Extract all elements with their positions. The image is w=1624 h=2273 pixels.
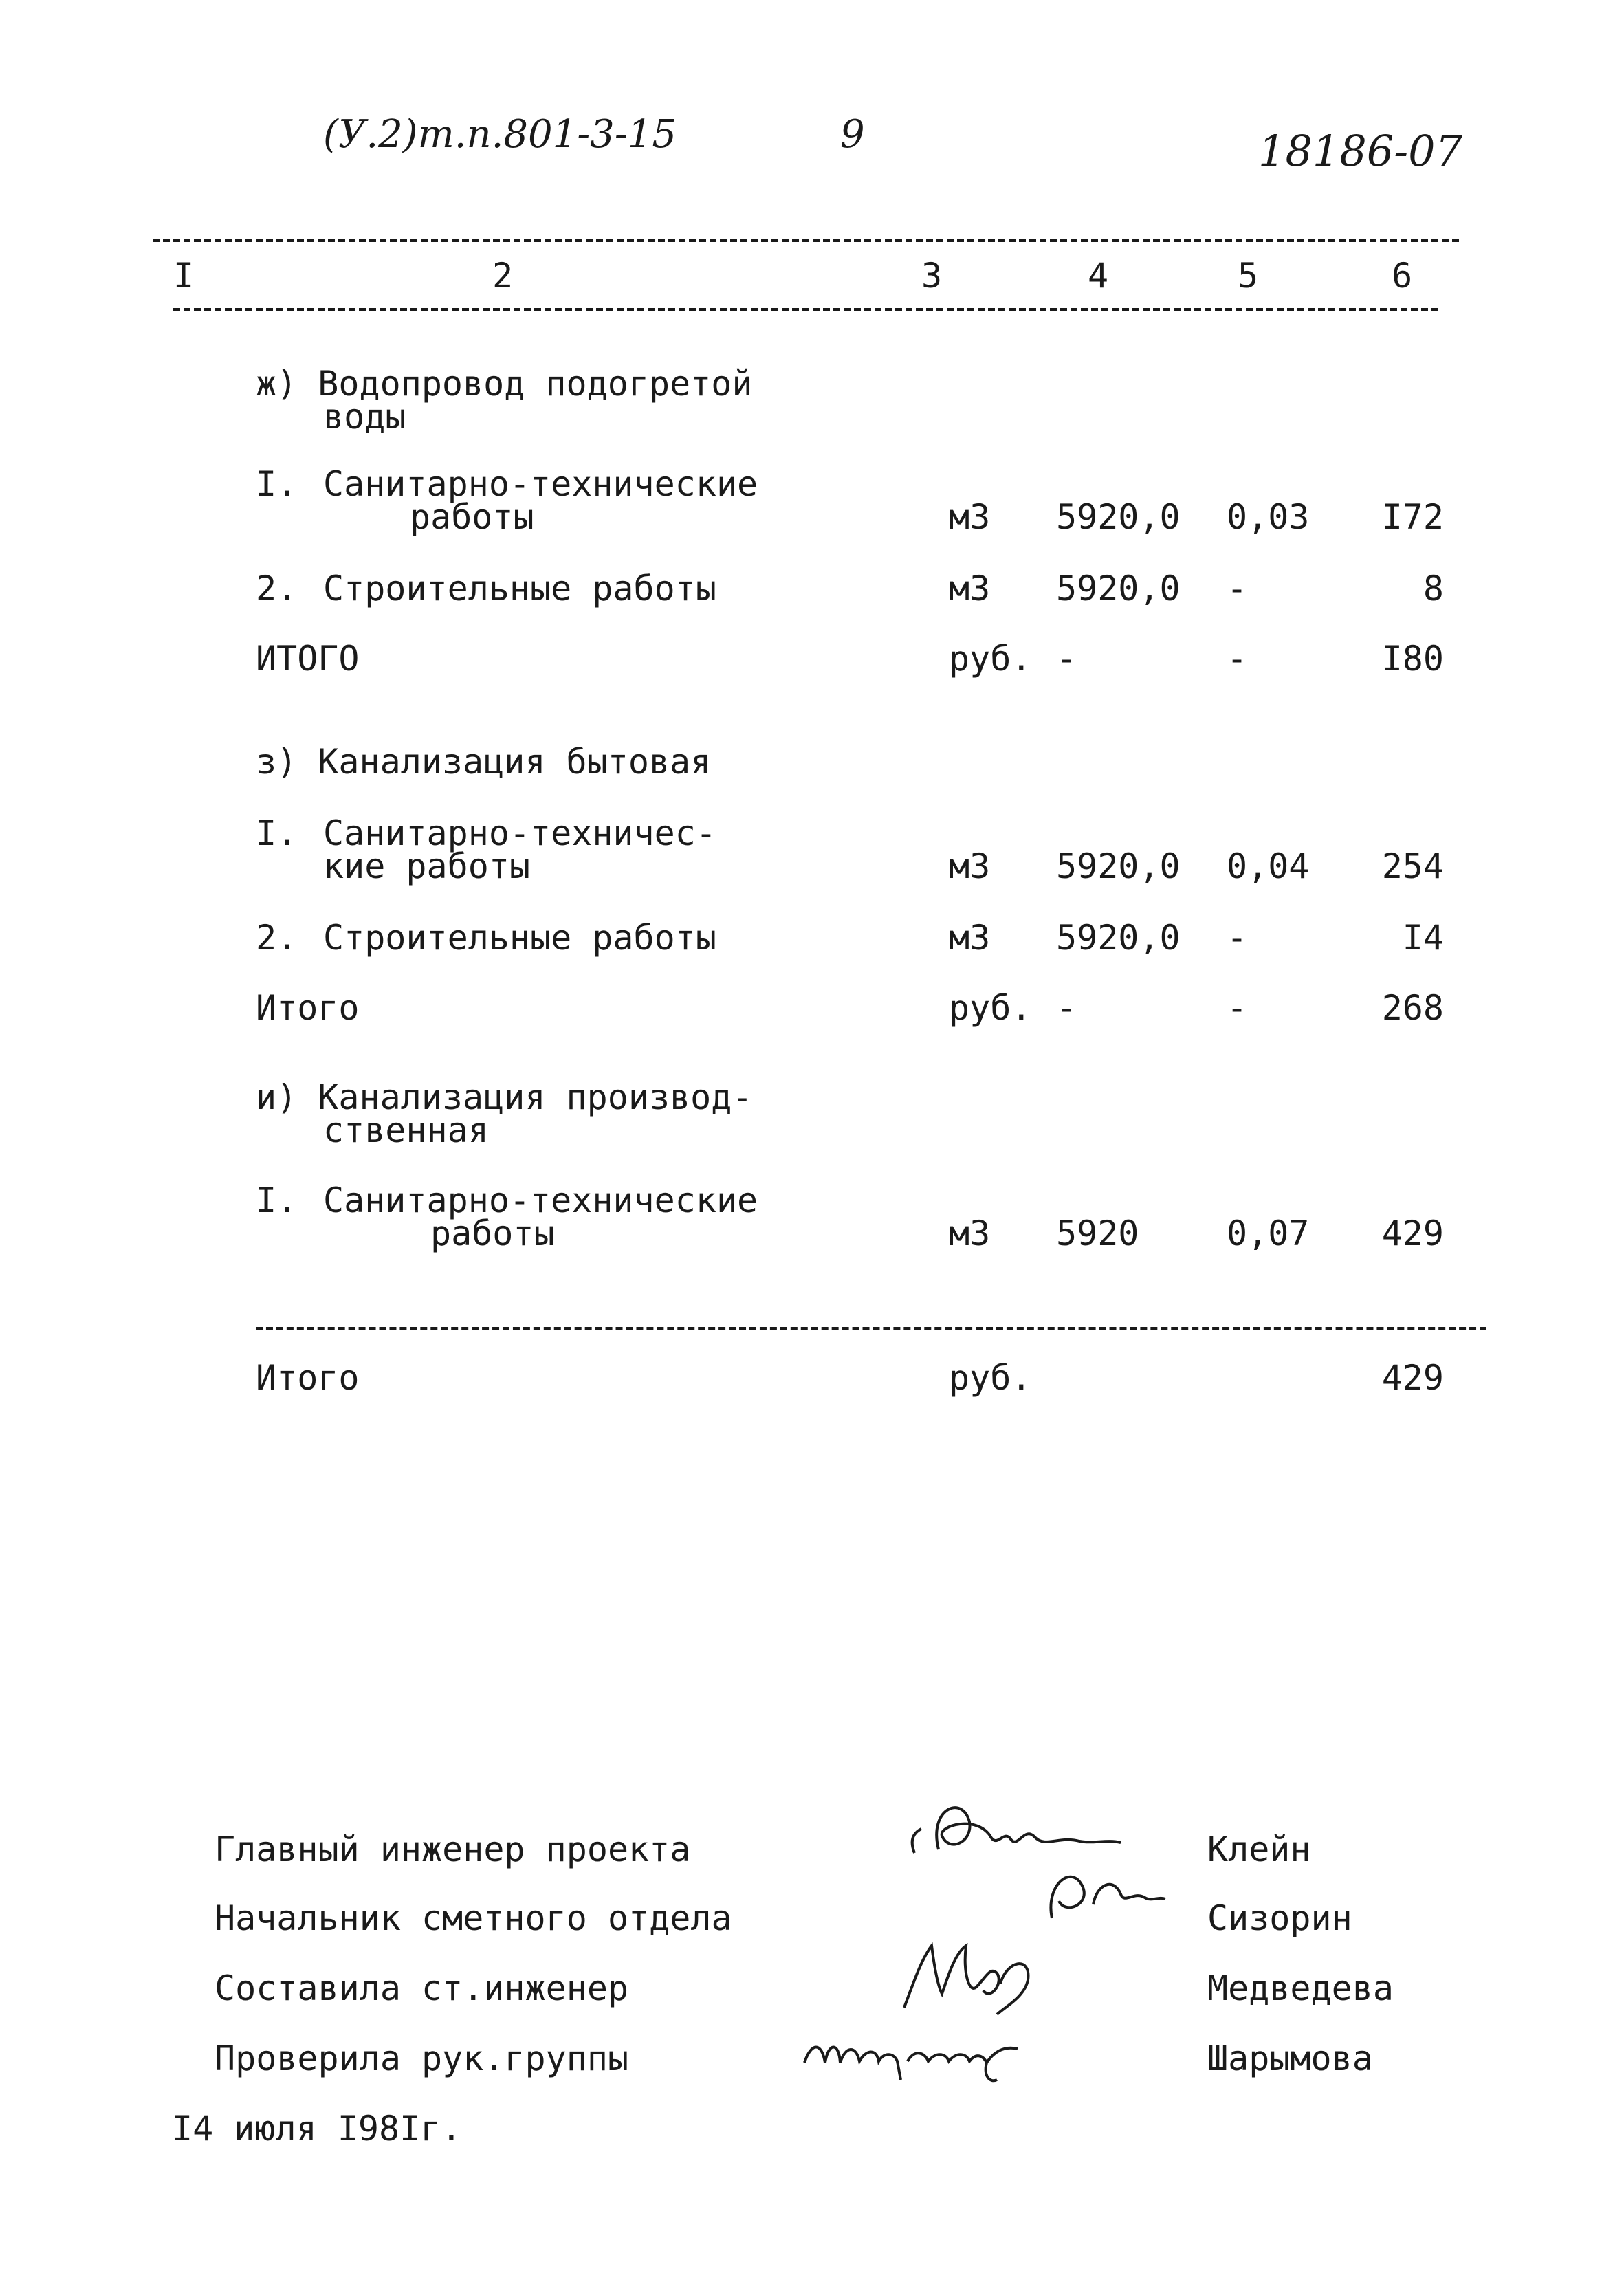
row-rate: - xyxy=(1227,569,1248,608)
total-sum: 268 xyxy=(1381,988,1444,1028)
row-unit: м3 xyxy=(949,569,991,608)
total-quantity: - xyxy=(1056,988,1077,1028)
row-sum: I4 xyxy=(1402,918,1444,958)
column-header-2: 2 xyxy=(492,256,514,296)
signature-name: Медведева xyxy=(1207,1968,1394,2008)
column-header-4: 4 xyxy=(1088,256,1109,296)
column-header-5: 5 xyxy=(1238,256,1259,296)
column-header-6: 6 xyxy=(1392,256,1413,296)
total-sum: 429 xyxy=(1381,1358,1444,1398)
total-unit: руб. xyxy=(949,639,1032,679)
archive-number: 18186-07 xyxy=(1258,126,1463,176)
row-name-cont: работы xyxy=(430,1214,555,1253)
total-rate: - xyxy=(1227,988,1248,1028)
total-quantity: - xyxy=(1056,639,1077,679)
row-number: 2. xyxy=(256,569,298,608)
row-sum: I72 xyxy=(1381,497,1444,537)
table-header-rule xyxy=(173,308,1438,311)
total-sum: I80 xyxy=(1381,639,1444,679)
column-header-3: 3 xyxy=(921,256,943,296)
column-header-1: I xyxy=(173,256,195,296)
section-title-cont: воды xyxy=(323,397,406,437)
row-rate: 0,07 xyxy=(1227,1214,1310,1253)
row-quantity: 5920,0 xyxy=(1056,918,1181,958)
section-title: и) Канализация производ- xyxy=(256,1077,753,1117)
row-unit: м3 xyxy=(949,918,991,958)
row-name: Строительные работы xyxy=(323,569,716,608)
table-top-rule xyxy=(153,239,1459,242)
total-label: Итого xyxy=(256,1358,360,1398)
row-name: Санитарно-технические xyxy=(323,1181,758,1220)
row-name: Строительные работы xyxy=(323,918,716,958)
row-quantity: 5920,0 xyxy=(1056,846,1181,886)
row-quantity: 5920,0 xyxy=(1056,497,1181,537)
signature-role: Проверила рук.группы xyxy=(215,2039,629,2078)
signature-role: Составила ст.инженер xyxy=(215,1968,629,2008)
row-name-cont: работы xyxy=(410,497,534,537)
total-rule xyxy=(256,1327,1486,1330)
signature-role: Начальник сметного отдела xyxy=(215,1898,732,1938)
row-quantity: 5920,0 xyxy=(1056,569,1181,608)
row-rate: 0,03 xyxy=(1227,497,1310,537)
page-number: 9 xyxy=(840,112,865,157)
section-title: з) Канализация бытовая xyxy=(256,742,712,782)
signature-name: Шарымова xyxy=(1207,2039,1373,2078)
total-label: Итого xyxy=(256,988,360,1028)
row-name: Санитарно-технические xyxy=(323,464,758,504)
total-label: ИТОГО xyxy=(256,639,360,679)
signature-name: Сизорин xyxy=(1207,1898,1352,1938)
signature-role: Главный инженер проекта xyxy=(215,1830,691,1869)
row-sum: 429 xyxy=(1381,1214,1444,1253)
document-date: I4 июля I98Iг. xyxy=(172,2109,462,2149)
row-number: I. xyxy=(256,1181,298,1220)
row-unit: м3 xyxy=(949,497,991,537)
handwritten-signature-compiler xyxy=(894,1918,1052,2021)
handwritten-signature-chief-engineer xyxy=(901,1788,1128,1863)
section-title-cont: ственная xyxy=(323,1110,489,1150)
row-name: Санитарно-техничес- xyxy=(323,813,716,853)
row-rate: 0,04 xyxy=(1227,846,1310,886)
total-unit: руб. xyxy=(949,1358,1032,1398)
handwritten-signature-estimate-head xyxy=(1031,1856,1169,1925)
section-title: ж) Водопровод подогретой xyxy=(256,364,753,404)
row-quantity: 5920 xyxy=(1056,1214,1139,1253)
total-rate: - xyxy=(1227,639,1248,679)
total-unit: руб. xyxy=(949,988,1032,1028)
row-unit: м3 xyxy=(949,1214,991,1253)
row-number: I. xyxy=(256,464,298,504)
row-unit: м3 xyxy=(949,846,991,886)
row-sum: 254 xyxy=(1381,846,1444,886)
handwritten-signature-group-lead xyxy=(798,2014,1031,2090)
signature-name: Клейн xyxy=(1207,1830,1311,1869)
document-reference: (У.2)т.п.801-3-15 xyxy=(323,112,677,157)
row-sum: 8 xyxy=(1423,569,1444,608)
row-number: 2. xyxy=(256,918,298,958)
row-name-cont: кие работы xyxy=(323,846,531,886)
row-rate: - xyxy=(1227,918,1248,958)
row-number: I. xyxy=(256,813,298,853)
